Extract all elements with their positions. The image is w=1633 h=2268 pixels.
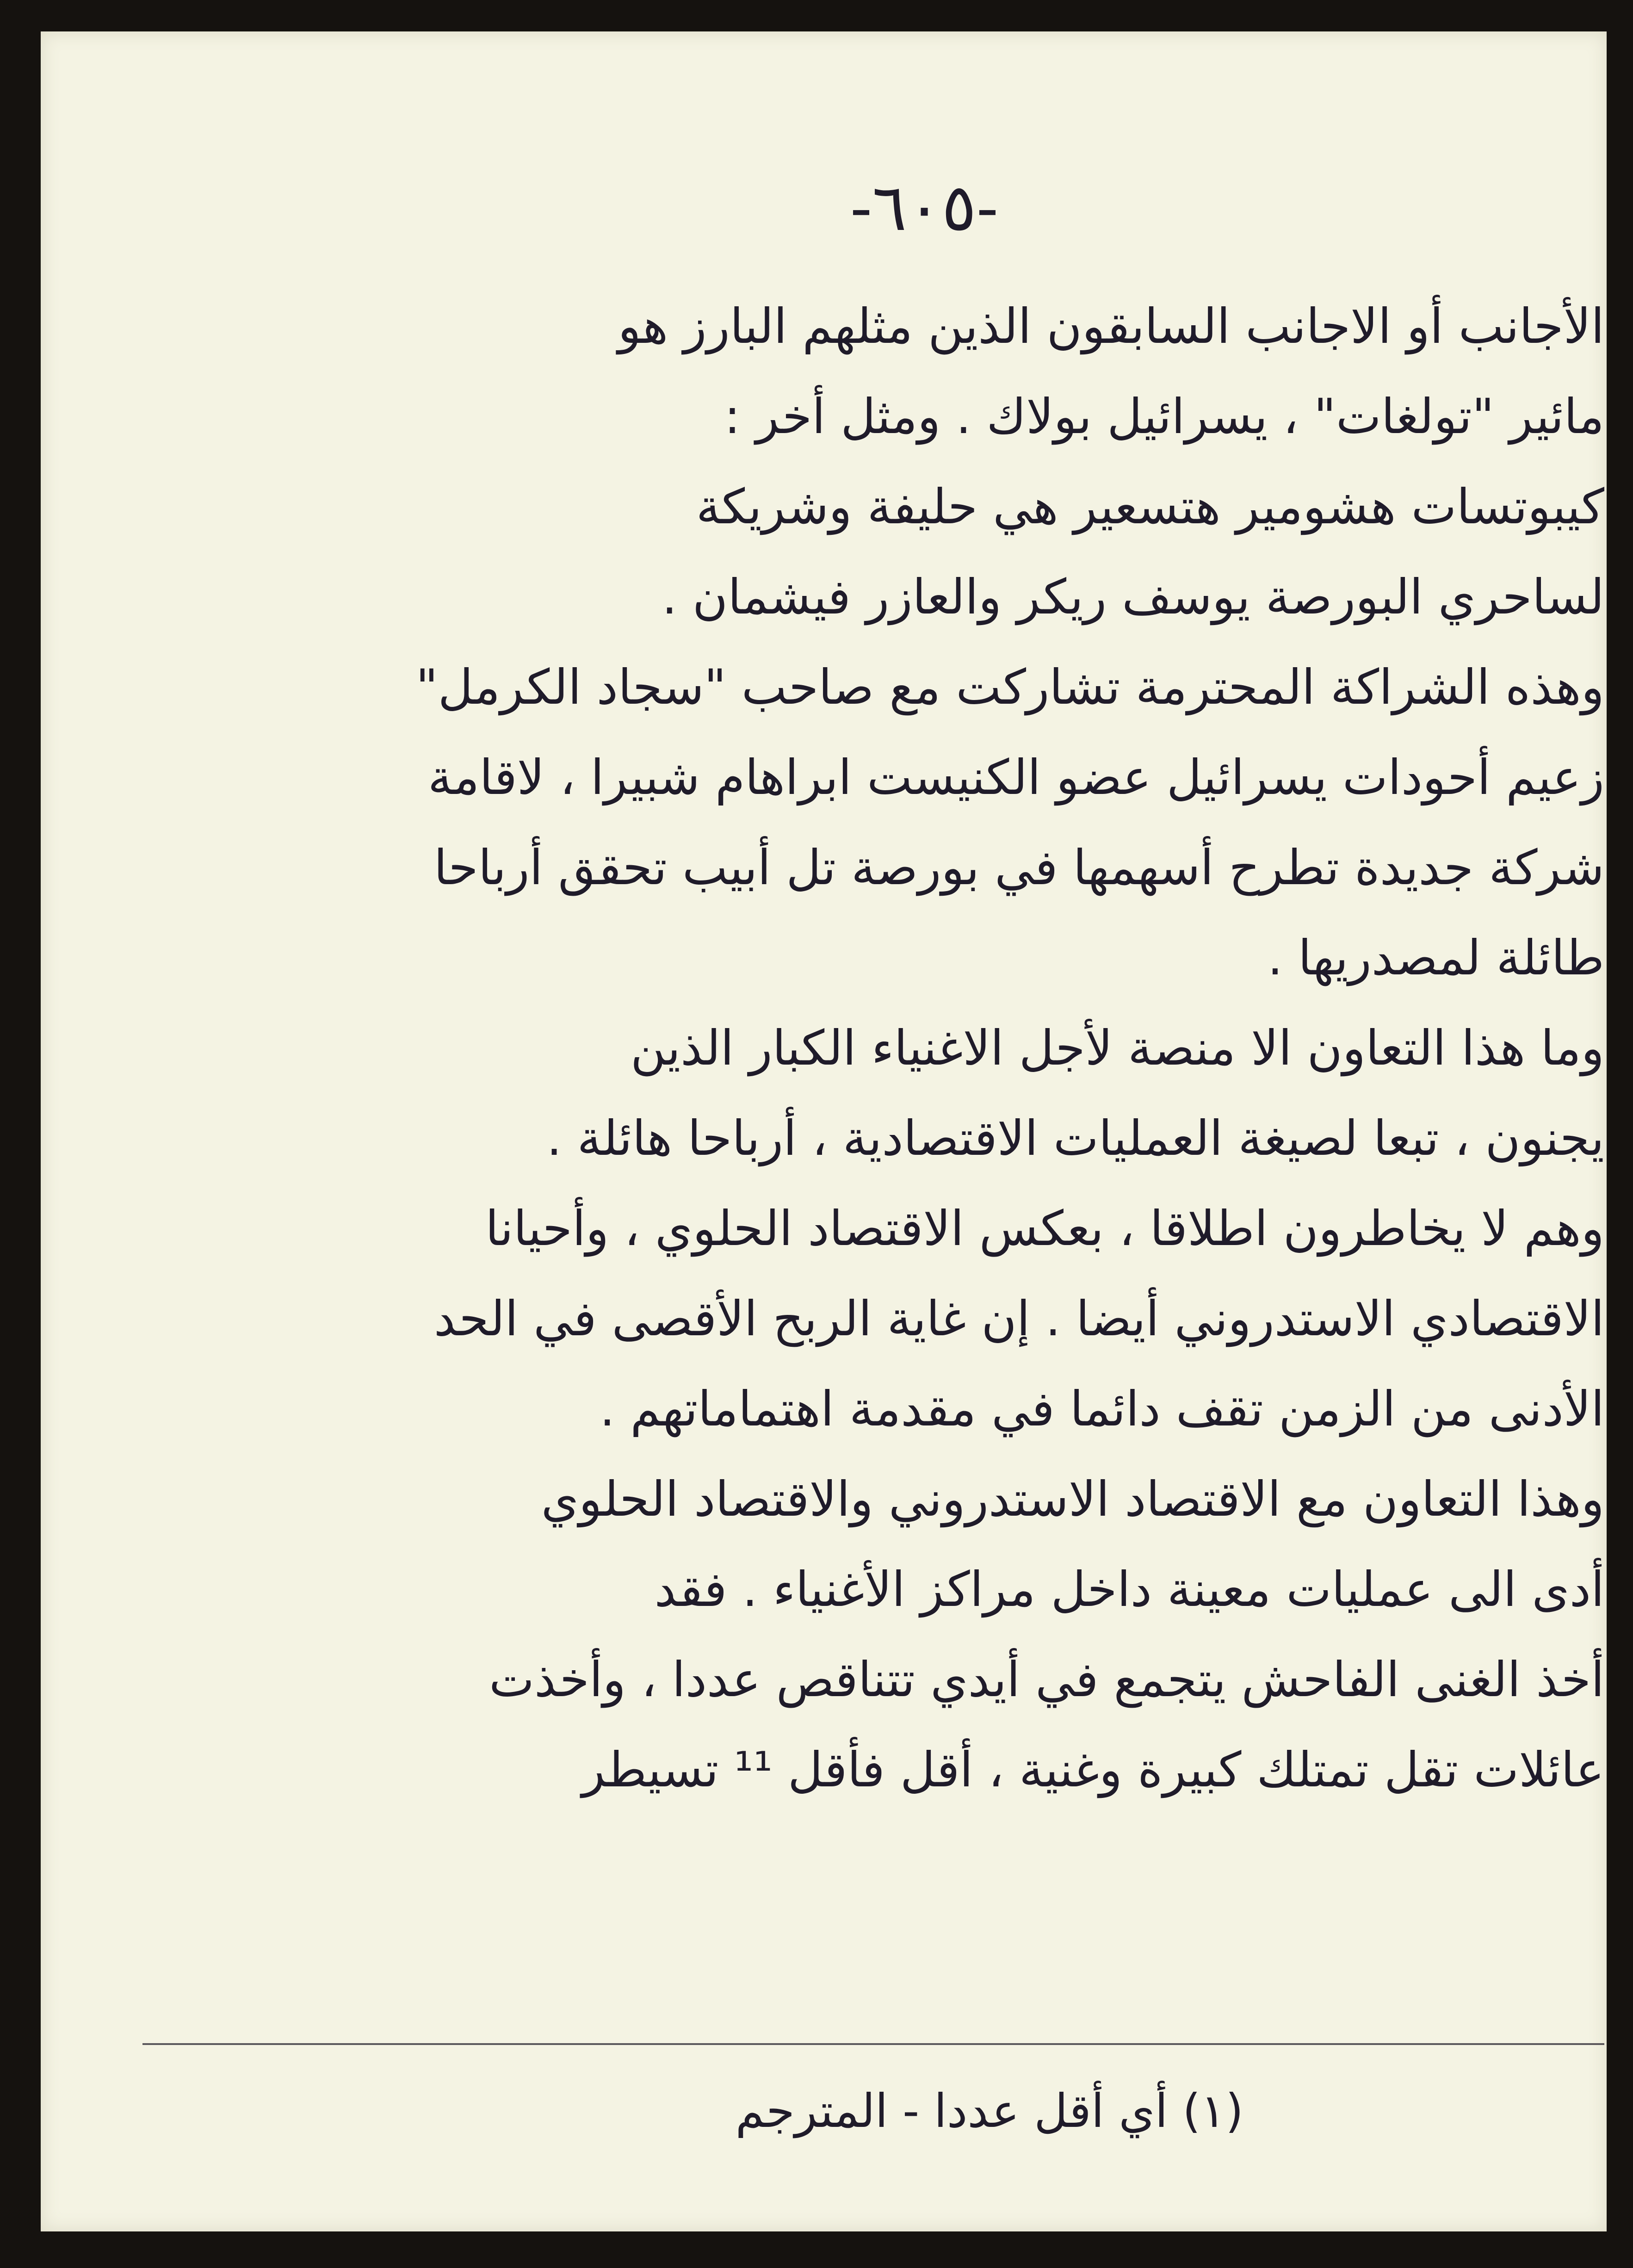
footnote: (١) أي أقل عددا - المترجم — [735, 2084, 1243, 2138]
text-line: أدى الى عمليات معينة داخل مراكز الأغنياء . فقد — [654, 1561, 1604, 1617]
handwritten-body — [133, 281, 1604, 1815]
footnote-divider — [142, 2043, 1604, 2045]
text-line: وهذه الشراكة المحترمة تشاركت مع صاحب "سجاد الكرمل" — [415, 659, 1604, 715]
text-line: عائلات تقل تمتلك كبيرة وغنية ، أقل فأقل ¹¹ تسيطر — [581, 1741, 1604, 1798]
text-line: الأدنى من الزمن تقف دائما في مقدمة اهتماماتهم . — [600, 1381, 1604, 1437]
text-line: يجنون ، تبعا لصيغة العمليات الاقتصادية ، أرباحا هائلة . — [546, 1110, 1604, 1166]
page-number: -٦٠٥- — [850, 170, 999, 246]
text-line: الأجانب أو الاجانب السابقون الذين مثلهم البارز هو — [618, 298, 1604, 354]
text-line: كيبوتسات هشومير هتسعير هي حليفة وشريكة — [696, 478, 1604, 535]
text-line: وهذا التعاون مع الاقتصاد الاستدروني والاقتصاد الحلوي — [541, 1471, 1604, 1527]
text-line: لساحري البورصة يوسف ريكر والعازر فيشمان . — [662, 569, 1604, 625]
text-line: الاقتصادي الاستدروني أيضا . إن غاية الربح الأقصى في الحد — [433, 1290, 1604, 1347]
text-line: مائير "تولغات" ، يسرائيل بولاك . ومثل أخر : — [724, 388, 1604, 445]
text-line: طائلة لمصدريها . — [1267, 930, 1604, 986]
text-line: أخذ الغنى الفاحش يتجمع في أيدي تتناقص عددا ، وأخذت — [489, 1651, 1604, 1708]
text-line: شركة جديدة تطرح أسهمها في بورصة تل أبيب تحقق أرباحا — [433, 839, 1604, 896]
text-line: زعيم أحودات يسرائيل عضو الكنيست ابراهام شبيرا ، لاقامة — [427, 749, 1604, 806]
paper-sheet — [41, 31, 1607, 2231]
text-line: وهم لا يخاطرون اطلاقا ، بعكس الاقتصاد الحلوي ، وأحيانا — [485, 1200, 1604, 1257]
text-line: وما هذا التعاون الا منصة لأجل الاغنياء الكبار الذين — [631, 1020, 1604, 1076]
